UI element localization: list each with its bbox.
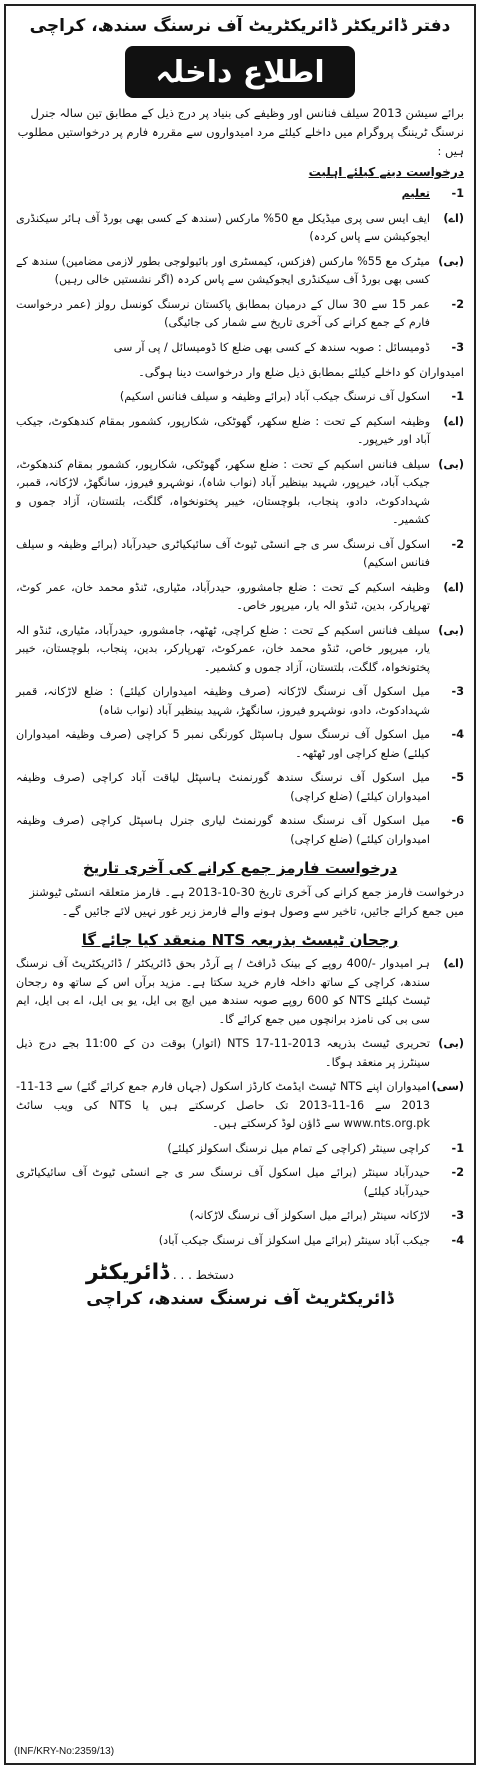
item-marker: (بی) (438, 1037, 464, 1050)
item-text: تحریری ٹیسٹ بذریعہ NTS 17-11-2013 (اتوار) بوقت دن کے 11:00 بجے درج ذیل سینٹرز پر منعقد ہوگا۔ (16, 1037, 430, 1069)
item-marker: (اے) (443, 580, 464, 594)
item-marker: 1- (451, 390, 464, 403)
list-item (16, 456, 464, 530)
item-text: سیلف فنانس اسکیم کے تحت : ضلع کراچی، ٹھٹھہ، جامشورو، حیدرآباد، مٹیاری، ٹنڈو الہ یار، میرپور خاص، ٹنڈو محمد خان، عمرکوٹ، تھرپارکر، بدین، پنجاب، بلوچستان، خیبر پختونخواہ، گلگت، بلتستان، آزاد جموں و کشمیر۔ (16, 623, 430, 674)
eligibility-list (16, 185, 464, 357)
item-marker: 2- (451, 537, 464, 551)
item-marker: 2- (451, 297, 464, 311)
item-marker: (بی) (438, 623, 464, 637)
item-text: جیکب آباد سینٹر (برائے میل اسکولز آف نرسنگ جیکب آباد) (158, 1233, 430, 1247)
eligibility-heading: درخواست دینے کیلئے اہلیت (308, 165, 464, 179)
item-marker: 3- (451, 1209, 464, 1222)
item-text: امیدواران اپنے NTS ٹیسٹ ایڈمٹ کارڈز اسکول (جہاں فارم جمع کرائے گئے) سے 13-11-2013 سے 16-11-2013 تک حاصل کرسکتے ہیں یا NTS کی ویب سائٹ www.nts.org.pk سے ڈاؤن لوڈ کرسکتے ہیں۔ (16, 1080, 430, 1130)
list-item (16, 955, 464, 1029)
signature-label: دستخط (195, 1268, 234, 1282)
deadline-text: درخواست فارمز جمع کرانے کی آخری تاریخ 30-10-2013 ہے۔ فارمز متعلقہ انسٹی ٹیوشنز میں جمع کرائے جائیں، تاخیر سے وصول ہونے والے فارمز زیر غور نہیں لائے جائیں گے۔ (29, 885, 464, 918)
item-text: کراچی سینٹر (کراچی کے تمام میل نرسنگ اسکولز کیلئے) (167, 1141, 430, 1155)
item-text: حیدرآباد سینٹر (برائے میل اسکول آف نرسنگ سر ی جے انسٹی ٹیوٹ آف سائیکیاٹری حیدرآباد کیلئے) (16, 1166, 430, 1198)
item-text: وظیفہ اسکیم کے تحت : ضلع جامشورو، حیدرآباد، مٹیاری، ٹنڈو محمد خان، عمر کوٹ، تھرپارکر، بدین، ٹنڈو الہ یار، میرپور خاص۔ (16, 580, 430, 612)
list-item (16, 579, 464, 616)
item-text: وظیفہ اسکیم کے تحت : ضلع سکھر، گھوٹکی، شکارپور، کشمور بمقام کندھکوٹ، جیکب آباد اور خیرپور۔ (16, 414, 430, 446)
advertisement-page (4, 4, 476, 1765)
header-title: دفتر ڈائریکٹر ڈائریکٹریٹ آف نرسنگ سندھ، کراچی (29, 16, 451, 36)
item-marker: 3- (451, 685, 464, 698)
item-marker: 6- (451, 814, 464, 827)
item-text: میل اسکول آف نرسنگ سندھ گورنمنٹ لیاری جنرل ہاسپٹل کراچی (صرف وظیفہ امیدواران کیلئے) (ضلع کراچی) (16, 814, 430, 846)
item-text: میٹرک مع 55% مارکس (فزکس، کیمسٹری اور بائیولوجی بطور لازمی مضامین) سندھ کے کسی بھی بورڈ آف سیکنڈری ایجوکیشن سے پاس کردہ (اگر نشستیں خالی رہیں) (16, 254, 430, 286)
item-marker: 1- (451, 187, 464, 200)
list-item (16, 413, 464, 450)
item-text: عمر 15 سے 30 سال کے درمیان بمطابق پاکستان نرسنگ کونسل رولز (عمر درخواست فارم کے جمع کرانے کی آخری تاریخ سے شمار کی جائیگی) (16, 297, 431, 329)
signature-block: دستخط . . . ڈائریکٹر (86, 1260, 234, 1285)
item-marker: 3- (451, 340, 464, 354)
item-marker: (اے) (443, 414, 464, 428)
item-marker: (اے) (443, 211, 464, 225)
item-text: لاڑکانہ سینٹر (برائے میل اسکولز آف نرسنگ لاڑکانہ) (189, 1209, 430, 1222)
item-text: اسکول آف نرسنگ سر ی جے انسٹی ٹیوٹ آف سائیکیاٹری حیدرآباد (برائے وظیفہ و سیلف فنانس اسکیم) (16, 537, 430, 569)
item-marker: 4- (451, 728, 464, 741)
schools-intro: امیدواران کو داخلے کیلئے بمطابق ذیل ضلع وار درخواست دینا ہوگی۔ (138, 365, 464, 379)
test-heading: رجحان ٹیسٹ بذریعہ NTS منعقد کیا جائے گا (81, 931, 399, 949)
list-item (16, 1140, 464, 1159)
item-text: ہر امیدوار -/400 روپے کے بینک ڈرافٹ / پے آرڈر بحق ڈائریکٹر / ڈائریکٹریٹ آف نرسنگ سندھ، کراچی کے ساتھ داخلہ فارم خرید سکتا ہے۔ مزید برآں اس کے ساتھ وہ رجحان ٹیسٹ کیلئے NTS کو 600 روپے صوبہ سندھ میں ایچ بی ایل، یو بی ایل، اے بی ایل، ایم سی بی کی نامزد برانچوں میں جمع کرائے گا۔ (16, 957, 431, 1026)
list-item (16, 296, 464, 333)
item-marker: 1- (451, 1141, 464, 1155)
item-text: میل اسکول آف نرسنگ لاڑکانہ (صرف وظیفہ امیدواران کیلئے) : ضلع لاڑکانہ، قمبر شہدادکوٹ، دادو، نوشہرو فیروز، سانگھڑ، شہید بینظیر آباد (نواب شاہ) (16, 685, 430, 717)
item-marker: 4- (451, 1233, 464, 1247)
list-item (16, 388, 464, 407)
admission-banner: اطلاع داخلہ (125, 46, 355, 98)
item-text: اسکول آف نرسنگ جیکب آباد (برائے وظیفہ و سیلف فنانس اسکیم) (119, 390, 430, 403)
test-list (16, 955, 464, 1134)
item-text: میل اسکول آف نرسنگ سندھ گورنمنٹ ہاسپٹل لیاقت آباد کراچی (صرف وظیفہ امیدواران کیلئے) (ضلع کراچی) (16, 771, 430, 803)
item-text: ڈومیسائل : صوبہ سندھ کے کسی بھی ضلع کا ڈومیسائل / پی آر سی (113, 340, 430, 354)
list-item (16, 1078, 464, 1134)
list-item (16, 726, 464, 763)
list-item (16, 1207, 464, 1226)
list-item (16, 1164, 464, 1201)
item-marker: (بی) (438, 254, 464, 268)
list-item (16, 1232, 464, 1251)
list-item (16, 812, 464, 849)
list-item (16, 683, 464, 720)
deadline-heading: درخواست فارمز جمع کرانے کی آخری تاریخ (82, 859, 398, 877)
list-item (16, 536, 464, 573)
item-text: میل اسکول آف نرسنگ سول ہاسپٹل کورنگی نمبر 5 کراچی (صرف وظیفہ امیدواران کیلئے) ضلع کراچی اور ٹھٹھہ۔ (16, 728, 430, 760)
item-marker: (سی) (431, 1080, 464, 1093)
list-item (16, 210, 464, 247)
list-item (16, 185, 464, 204)
item-text: ایف ایس سی پری میڈیکل مع 50% مارکس (سندھ کے کسی بھی بورڈ آف ہائر سیکنڈری ایجوکیشن سے پاس کردہ) (16, 211, 430, 243)
footer-org: ڈائریکٹریٹ آف نرسنگ سندھ، کراچی (86, 1289, 394, 1309)
reference-number: (INF/KRY-No:2359/13) (14, 1746, 115, 1757)
item-marker: 5- (451, 771, 464, 784)
item-marker: (اے) (443, 957, 464, 970)
list-item (16, 769, 464, 806)
item-marker: (بی) (438, 457, 464, 471)
intro-paragraph: برائے سیشن 2013 سیلف فنانس اور وظیفے کی بنیاد پر درج ذیل کے مطابق تین سالہ جنرل نرسنگ ٹریننگ پروگرام میں داخلے کیلئے مرد امیدواروں سے مقررہ فارم پر درخواستیں مطلوب ہیں : (17, 106, 464, 158)
centers-list (16, 1140, 464, 1251)
list-item (16, 1035, 464, 1072)
item-marker: 2- (451, 1166, 464, 1179)
list-item (16, 622, 464, 678)
item-text: تعلیم (401, 187, 430, 200)
list-item (16, 253, 464, 290)
schools-list (16, 388, 464, 849)
signature-name: ڈائریکٹر (86, 1260, 170, 1285)
item-text: سیلف فنانس اسکیم کے تحت : ضلع سکھر، گھوٹکی، شکارپور، کشمور بمقام کندھکوٹ، جیکب آباد، خیرپور، شہید بینظیر آباد (نواب شاہ)، نوشہرو فیروز، سانگھڑ، لاڑکانہ، قمبر، شہدادکوٹ، دادو، پنجاب، بلوچستان، خیبر پختونخواہ، گلگت، بلتستان، آزاد جموں و کشمیر۔ (16, 457, 430, 526)
list-item (16, 339, 464, 358)
